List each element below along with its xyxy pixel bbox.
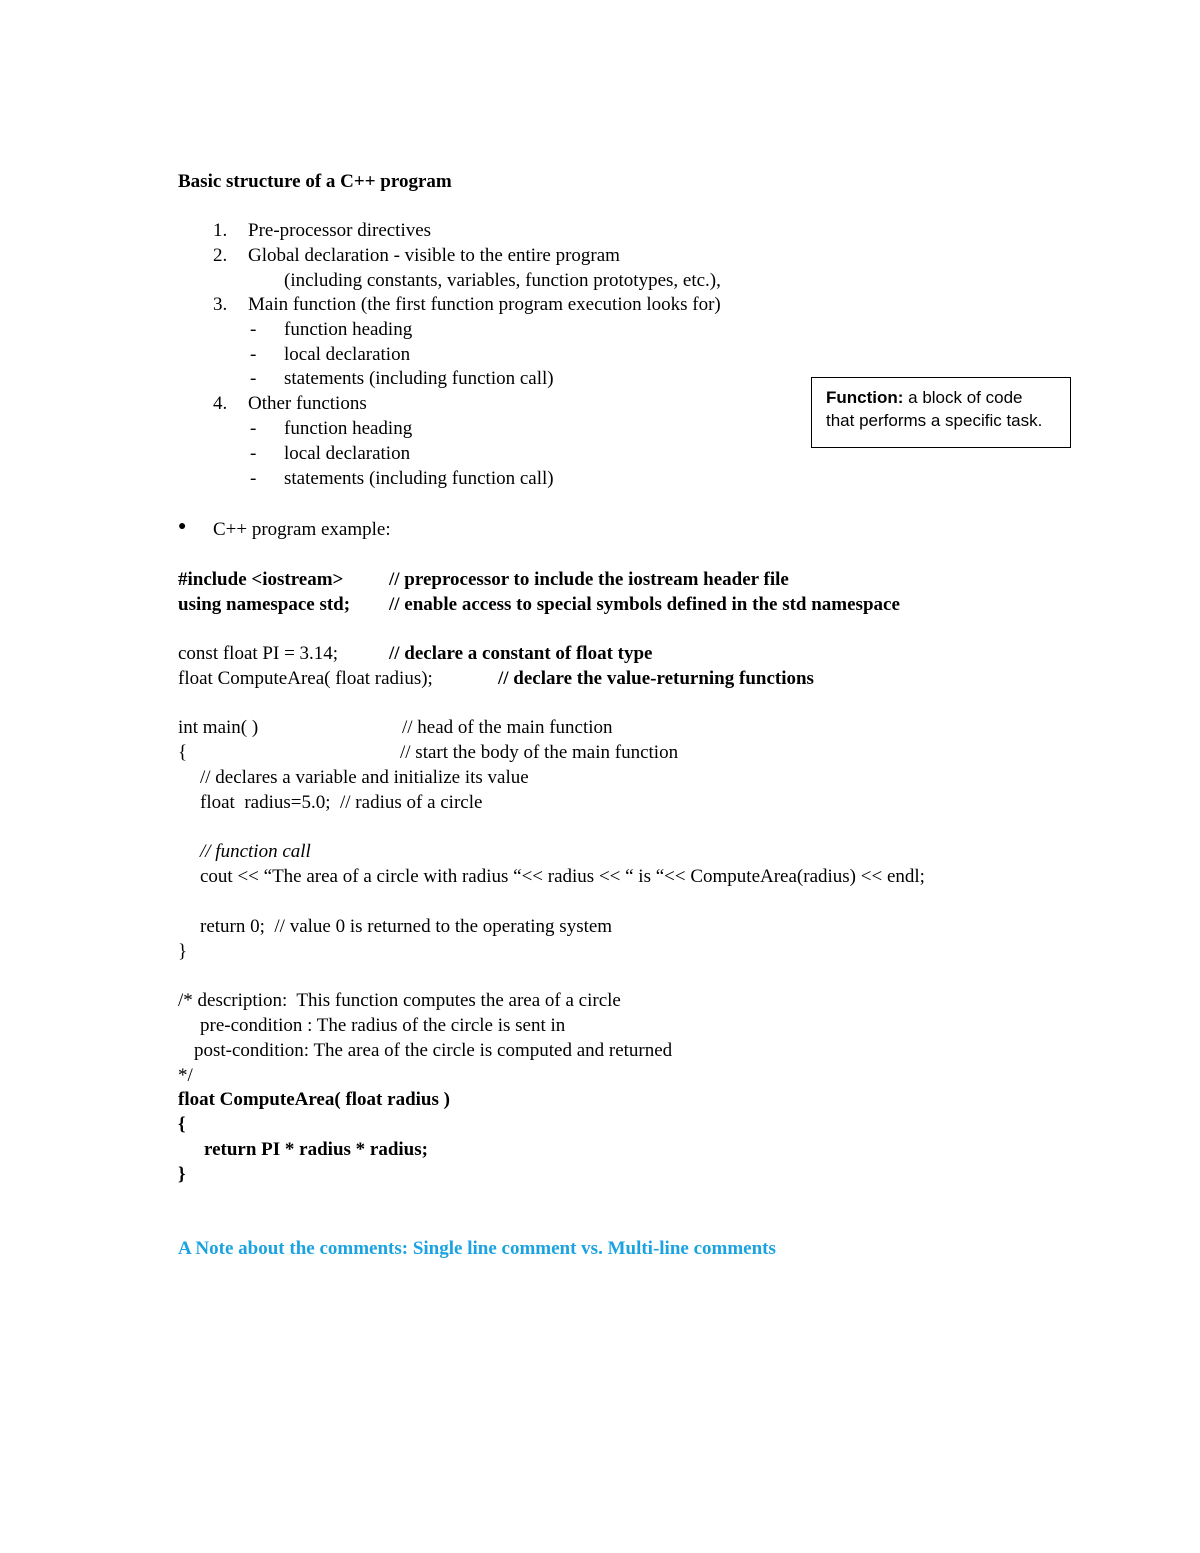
code-comment: // declares a variable and initialize its value [200,767,529,788]
sub-item: function heading [284,319,413,340]
code-brace: { [178,1114,186,1135]
sub-dash: - [250,319,257,340]
sub-dash: - [250,443,257,464]
sub-item: statements (including function call) [284,368,554,389]
code-brace: } [178,1164,186,1185]
code-const: const float PI = 3.14; [178,643,339,664]
code-comment: // enable access to special symbols defined in the std namespace [389,594,900,615]
sub-item: statements (including function call) [284,468,554,489]
code-comment: // declare a constant of float type [389,643,653,664]
code-cout: cout << “The area of a circle with radius “<< radius << “ is “<< ComputeArea(radius) << endl; [200,866,925,887]
code-declaration: float radius=5.0; // radius of a circle [200,792,483,813]
list-item: Other functions [248,393,367,414]
list-number: 2. [213,245,228,266]
code-main: int main( ) [178,717,259,738]
bullet-icon: ● [178,519,187,534]
code-brace: { [178,742,188,763]
code-function-head: float ComputeArea( float radius ) [178,1089,450,1110]
sub-dash: - [250,468,257,489]
list-item-continuation: (including constants, variables, function prototypes, etc.), [284,270,721,291]
list-number: 1. [213,220,228,241]
code-return: return 0; // value 0 is returned to the operating system [200,916,613,937]
list-item: Main function (the first function program execution looks for) [248,294,721,315]
list-item: Global declaration - visible to the entire program [248,245,620,266]
list-number: 3. [213,294,228,315]
comments-note-heading: A Note about the comments: Single line comment vs. Multi-line comments [178,1238,776,1259]
code-prototype: float ComputeArea( float radius); [178,668,433,689]
sub-item: local declaration [284,344,411,365]
code-using: using namespace std; [178,594,351,615]
code-include: #include <iostream> [178,569,344,590]
sub-dash: - [250,418,257,439]
code-comment: // start the body of the main function [400,742,679,763]
code-block-comment: post-condition: The area of the circle is computed and returned [194,1040,673,1061]
code-block-comment: pre-condition : The radius of the circle is sent in [200,1015,566,1036]
code-brace: } [178,941,188,962]
code-comment: // function call [200,841,311,862]
code-block-comment: /* description: This function computes the area of a circle [178,990,621,1011]
page-title: Basic structure of a C++ program [178,171,452,192]
callout-term: Function: [826,388,904,407]
bullet-text: C++ program example: [213,519,391,540]
code-block-comment: */ [178,1065,193,1086]
code-function-body: return PI * radius * radius; [204,1139,428,1160]
code-comment: // preprocessor to include the iostream header file [389,569,789,590]
sub-item: function heading [284,418,413,439]
sub-dash: - [250,368,257,389]
sub-item: local declaration [284,443,411,464]
callout-line-2: that performs a specific task. [826,411,1043,430]
code-comment: // head of the main function [402,717,613,738]
code-comment: // declare the value-returning functions [498,668,814,689]
list-number: 4. [213,393,228,414]
callout-definition: a block of code [903,388,1023,407]
definition-callout [811,377,1071,448]
sub-dash: - [250,344,257,365]
list-item: Pre-processor directives [248,220,432,241]
